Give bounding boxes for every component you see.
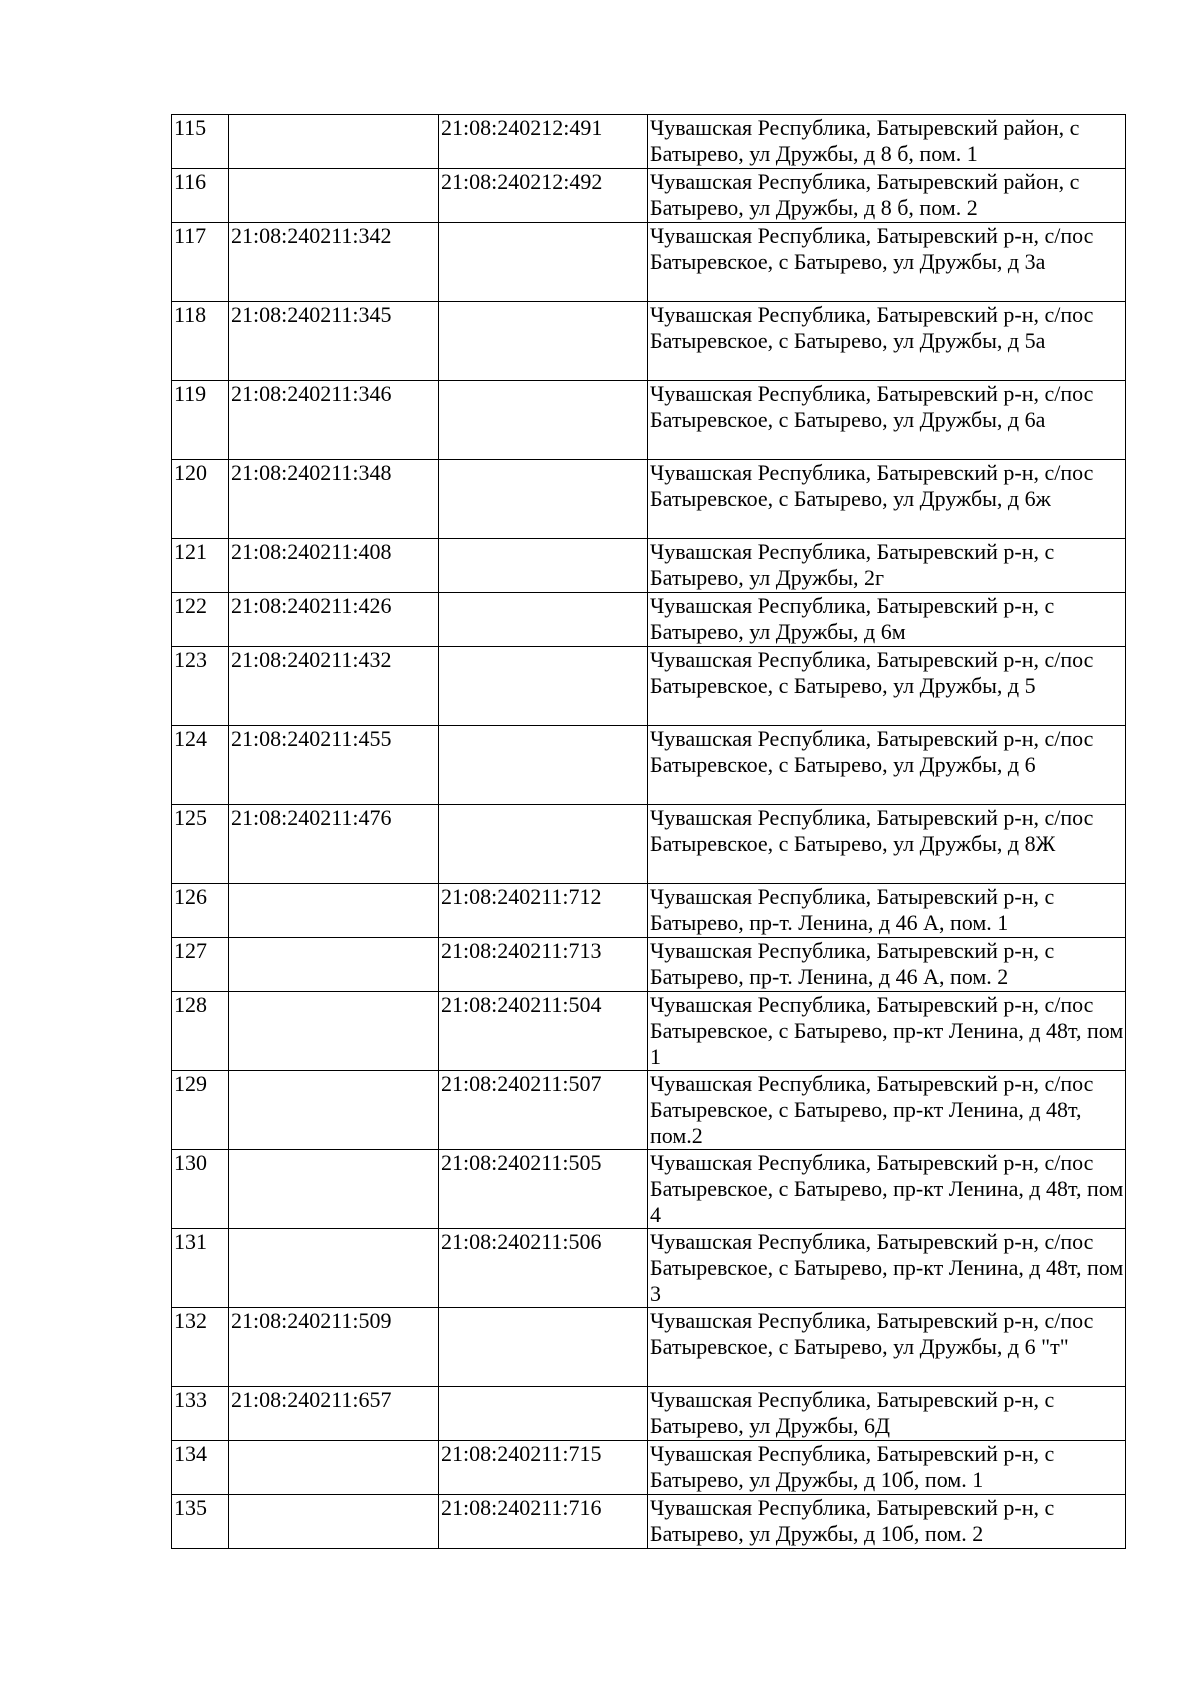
plot-cadastral-number [229,1441,439,1495]
row-number: 129 [172,1071,229,1150]
address: Чувашская Республика, Батыревский р-н, с/пос Батыревское, с Батырево, пр-кт Ленина, д 48т, пом 4 [648,1150,1126,1229]
row-number: 135 [172,1495,229,1549]
address: Чувашская Республика, Батыревский р-н, с Батырево, ул Дружбы, 2г [648,539,1126,593]
address: Чувашская Республика, Батыревский р-н, с Батырево, ул Дружбы, д 10б, пом. 1 [648,1441,1126,1495]
row-number: 130 [172,1150,229,1229]
table-row [172,1229,1126,1308]
table-row [172,805,1126,884]
premises-cadastral-number [439,302,648,381]
premises-cadastral-number [439,1387,648,1441]
table-row [172,1441,1126,1495]
row-number: 121 [172,539,229,593]
premises-cadastral-number: 21:08:240212:492 [439,169,648,223]
row-number: 125 [172,805,229,884]
address: Чувашская Республика, Батыревский р-н, с Батырево, пр-т. Ленина, д 46 А, пом. 1 [648,884,1126,938]
premises-cadastral-number [439,223,648,302]
table-row [172,938,1126,992]
address: Чувашская Республика, Батыревский р-н, с/пос Батыревское, с Батырево, ул Дружбы, д 6а [648,381,1126,460]
premises-cadastral-number: 21:08:240211:712 [439,884,648,938]
address: Чувашская Республика, Батыревский р-н, с Батырево, пр-т. Ленина, д 46 А, пом. 2 [648,938,1126,992]
plot-cadastral-number: 21:08:240211:426 [229,593,439,647]
plot-cadastral-number: 21:08:240211:476 [229,805,439,884]
address: Чувашская Республика, Батыревский район, с Батырево, ул Дружбы, д 8 б, пом. 2 [648,169,1126,223]
table-row [172,593,1126,647]
address: Чувашская Республика, Батыревский р-н, с/пос Батыревское, с Батырево, ул Дружбы, д 6ж [648,460,1126,539]
table-row [172,539,1126,593]
address: Чувашская Республика, Батыревский р-н, с/пос Батыревское, с Батырево, ул Дружбы, д 5 [648,647,1126,726]
premises-cadastral-number: 21:08:240211:713 [439,938,648,992]
address: Чувашская Республика, Батыревский р-н, с Батырево, ул Дружбы, 6Д [648,1387,1126,1441]
plot-cadastral-number [229,1495,439,1549]
row-number: 134 [172,1441,229,1495]
plot-cadastral-number: 21:08:240211:432 [229,647,439,726]
table-row [172,302,1126,381]
row-number: 127 [172,938,229,992]
address: Чувашская Республика, Батыревский р-н, с Батырево, ул Дружбы, д 10б, пом. 2 [648,1495,1126,1549]
row-number: 132 [172,1308,229,1387]
premises-cadastral-number [439,460,648,539]
premises-cadastral-number [439,539,648,593]
address: Чувашская Республика, Батыревский район, с Батырево, ул Дружбы, д 8 б, пом. 1 [648,115,1126,169]
plot-cadastral-number: 21:08:240211:346 [229,381,439,460]
table-row [172,1150,1126,1229]
plot-cadastral-number [229,1071,439,1150]
plot-cadastral-number: 21:08:240211:342 [229,223,439,302]
plot-cadastral-number [229,992,439,1071]
plot-cadastral-number [229,884,439,938]
address: Чувашская Республика, Батыревский р-н, с/пос Батыревское, с Батырево, ул Дружбы, д 8Ж [648,805,1126,884]
premises-cadastral-number [439,381,648,460]
row-number: 124 [172,726,229,805]
address: Чувашская Республика, Батыревский р-н, с/пос Батыревское, с Батырево, пр-кт Ленина, д 48т, пом 1 [648,992,1126,1071]
table-row [172,726,1126,805]
registry-table-body [172,115,1126,1549]
address: Чувашская Республика, Батыревский р-н, с/пос Батыревское, с Батырево, ул Дружбы, д 3а [648,223,1126,302]
plot-cadastral-number: 21:08:240211:348 [229,460,439,539]
plot-cadastral-number [229,115,439,169]
row-number: 131 [172,1229,229,1308]
plot-cadastral-number: 21:08:240211:345 [229,302,439,381]
table-row [172,460,1126,539]
address: Чувашская Республика, Батыревский р-н, с/пос Батыревское, с Батырево, пр-кт Ленина, д 48т, пом 3 [648,1229,1126,1308]
row-number: 117 [172,223,229,302]
table-row [172,884,1126,938]
address: Чувашская Республика, Батыревский р-н, с/пос Батыревское, с Батырево, ул Дружбы, д 6 [648,726,1126,805]
address: Чувашская Республика, Батыревский р-н, с Батырево, ул Дружбы, д 6м [648,593,1126,647]
premises-cadastral-number [439,1308,648,1387]
address: Чувашская Республика, Батыревский р-н, с/пос Батыревское, с Батырево, ул Дружбы, д 5а [648,302,1126,381]
premises-cadastral-number: 21:08:240212:491 [439,115,648,169]
address: Чувашская Республика, Батыревский р-н, с/пос Батыревское, с Батырево, ул Дружбы, д 6 "т" [648,1308,1126,1387]
premises-cadastral-number: 21:08:240211:507 [439,1071,648,1150]
row-number: 128 [172,992,229,1071]
plot-cadastral-number: 21:08:240211:657 [229,1387,439,1441]
plot-cadastral-number: 21:08:240211:455 [229,726,439,805]
row-number: 118 [172,302,229,381]
plot-cadastral-number [229,1229,439,1308]
table-row [172,1071,1126,1150]
premises-cadastral-number [439,805,648,884]
plot-cadastral-number [229,169,439,223]
row-number: 119 [172,381,229,460]
table-row [172,223,1126,302]
premises-cadastral-number: 21:08:240211:504 [439,992,648,1071]
row-number: 120 [172,460,229,539]
table-row [172,169,1126,223]
premises-cadastral-number: 21:08:240211:716 [439,1495,648,1549]
table-row [172,647,1126,726]
row-number: 115 [172,115,229,169]
row-number: 133 [172,1387,229,1441]
premises-cadastral-number: 21:08:240211:505 [439,1150,648,1229]
row-number: 116 [172,169,229,223]
plot-cadastral-number: 21:08:240211:509 [229,1308,439,1387]
premises-cadastral-number: 21:08:240211:506 [439,1229,648,1308]
premises-cadastral-number: 21:08:240211:715 [439,1441,648,1495]
table-row [172,115,1126,169]
plot-cadastral-number [229,938,439,992]
table-row [172,1308,1126,1387]
premises-cadastral-number [439,593,648,647]
premises-cadastral-number [439,726,648,805]
address: Чувашская Республика, Батыревский р-н, с/пос Батыревское, с Батырево, пр-кт Ленина, д 48т, пом.2 [648,1071,1126,1150]
table-row [172,1495,1126,1549]
property-registry-table [171,114,1126,1549]
row-number: 126 [172,884,229,938]
table-row [172,1387,1126,1441]
plot-cadastral-number: 21:08:240211:408 [229,539,439,593]
plot-cadastral-number [229,1150,439,1229]
table-row [172,992,1126,1071]
premises-cadastral-number [439,647,648,726]
row-number: 123 [172,647,229,726]
table-row [172,381,1126,460]
row-number: 122 [172,593,229,647]
